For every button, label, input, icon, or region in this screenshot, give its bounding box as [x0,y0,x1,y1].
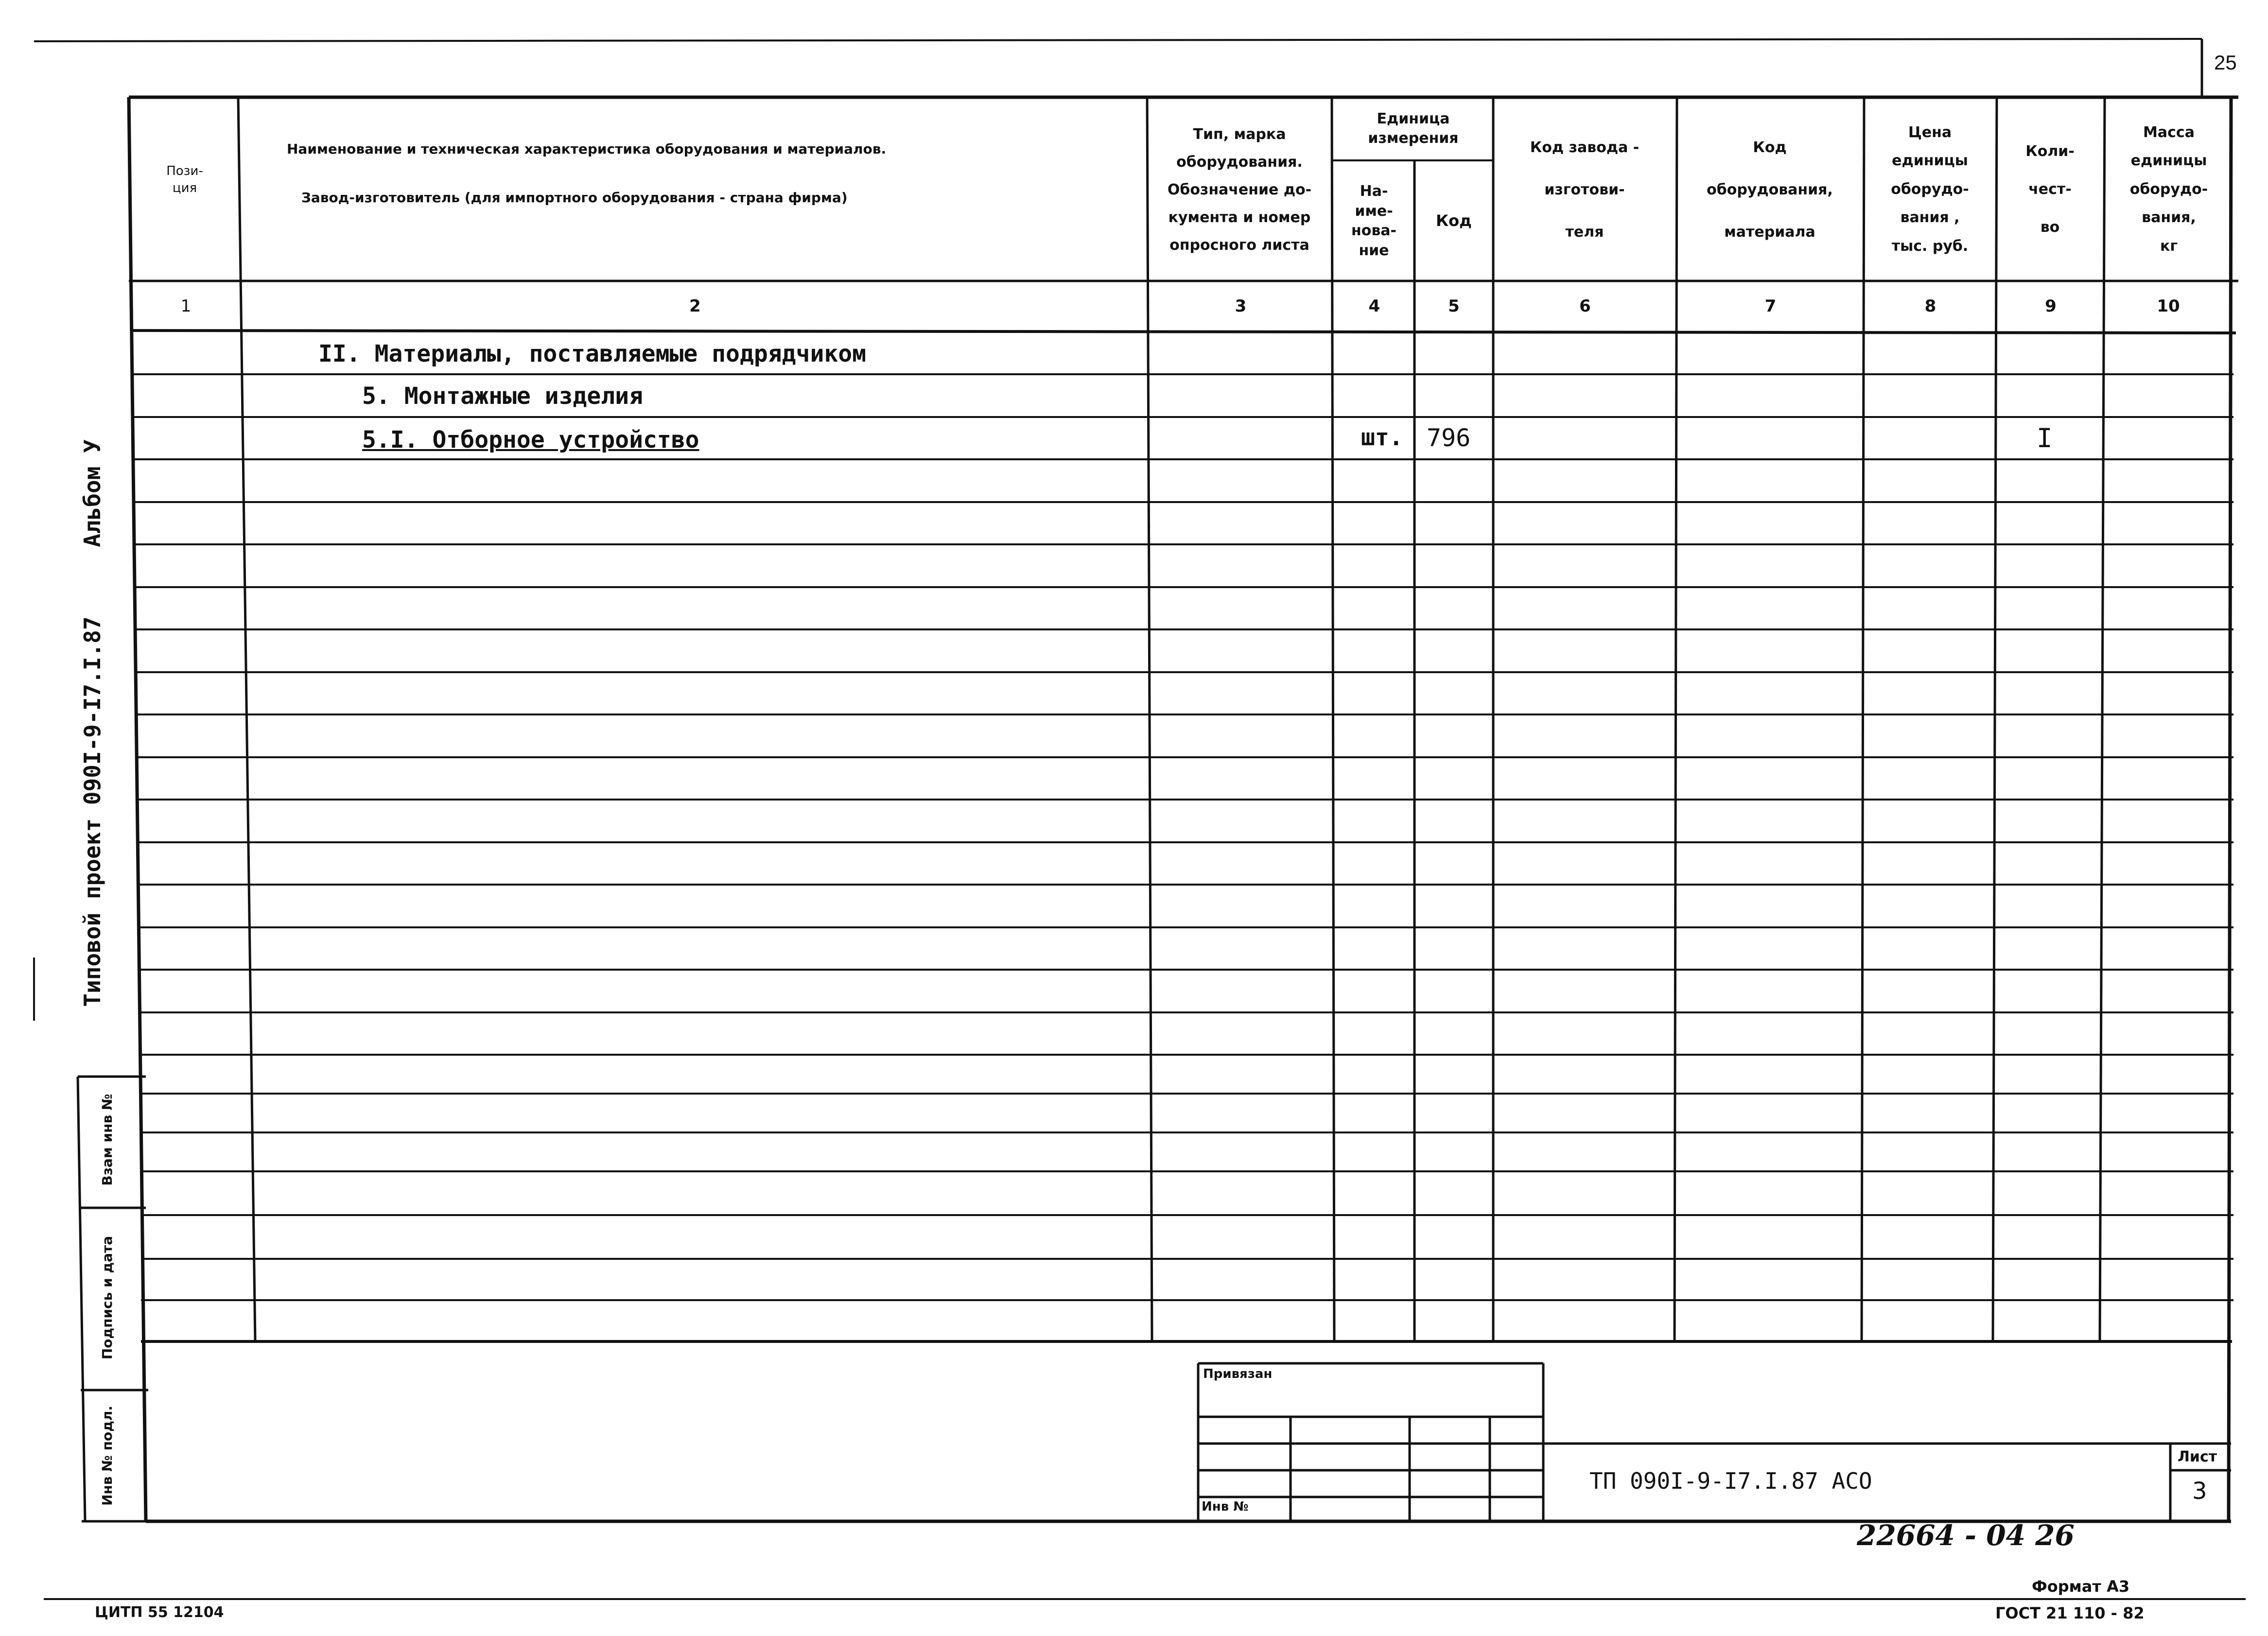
col-number-7: 7 [1764,296,1777,316]
col-number-5: 5 [1448,296,1460,316]
album-label: Альбом У [79,439,105,547]
col-number-6: 6 [1579,296,1591,316]
row-item-code: 796 [1427,424,1471,452]
stamp-inv-podl: Инв № подл. [99,1405,115,1506]
format-label: Формат А3 [2032,1577,2130,1596]
row-section-title: II. Материалы, поставляемые подрядчиком [318,340,867,367]
col-number-8: 8 [1924,296,1937,316]
header-col3: Тип, марка оборудования. Обозначение до- кумента и номер опросного листа [1167,125,1312,254]
gost-label: ГОСТ 21 110 - 82 [1995,1604,2145,1622]
sheet-label: Лист [2178,1448,2217,1465]
privyazan-label: Привязан [1203,1367,1273,1381]
document-designation: ТП 090I-9-I7.I.87 АСО [1589,1468,1872,1494]
sheet-number: 3 [2192,1478,2207,1505]
header-col9: Коли- чест- во [2025,143,2075,236]
header-col7: Код оборудования, материала [1707,139,1833,241]
header-col1: Пози- ция [166,163,203,195]
row-subsection-title: 5. Монтажные изделия [362,383,643,410]
header-col6: Код завода - изготови- теля [1530,139,1640,241]
header-col8: Цена единицы оборудо- вания , тыс. руб. [1891,123,1969,255]
stamp-signature-date: Подпись и дата [99,1236,115,1360]
header-col2-line1: Наименование и техническая характеристика оборудования и материалов. [287,141,887,157]
inv-no-label: Инв № [1202,1499,1249,1514]
col-number-10: 10 [2157,296,2180,316]
page-number: 25 [2214,51,2237,74]
handwritten-number: 22664 - 04 26 [1857,1519,2075,1552]
header-col10: Масса единицы оборудо- вания, кг [2129,123,2208,255]
col-number-1: 1 [180,296,192,316]
row-item-qty: I [2037,423,2053,453]
citp-label: ЦИТП 55 12104 [95,1604,224,1621]
project-label: Типовой проект 090I-9-I7.I.87 [79,616,105,1007]
header-col5: Код [1436,211,1472,230]
col-number-2: 2 [689,296,701,316]
stamp-vzam-inv: Взам инв № [99,1094,115,1186]
row-item-unit: шт. [1361,424,1403,451]
col-number-4: 4 [1368,296,1380,316]
header-col2-line2: Завод-изготовитель (для импортного оборудования - страна фирма) [301,190,848,206]
col-number-3: 3 [1235,296,1247,316]
header-col4: На- име- нова- ние [1351,183,1397,259]
header-unit-group: Единица измерения [1368,110,1459,147]
row-item-name: 5.I. Отборное устройство [362,426,699,453]
col-number-9: 9 [2045,296,2057,316]
